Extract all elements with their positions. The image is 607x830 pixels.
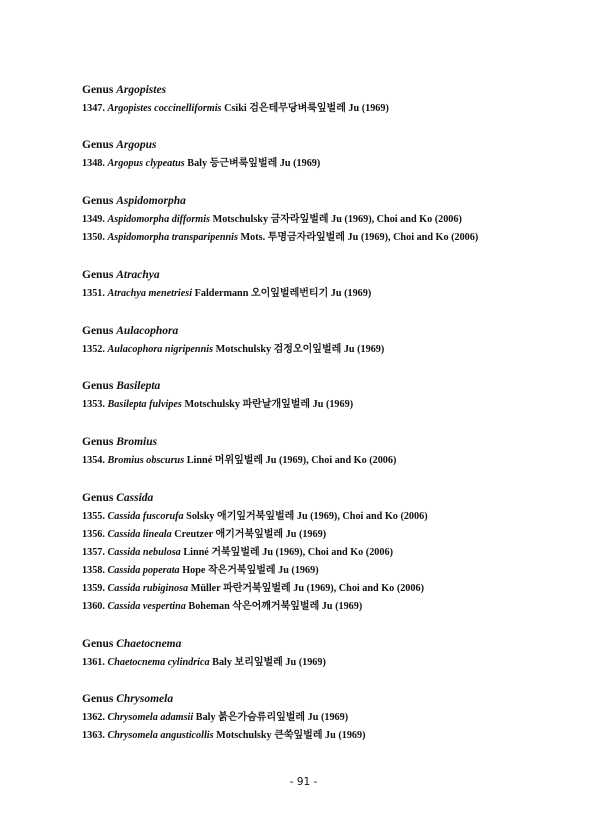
author: Motschulsky [212,214,269,225]
entry-number: 1356. [82,529,105,540]
species-entry [82,454,592,468]
korean-name: 애기잎거북잎벌레 [217,511,295,522]
genus-label: Genus [82,492,114,504]
korean-name: 파란거북잎벌레 [223,583,291,594]
entry-number: 1353. [82,399,105,410]
entry-number: 1357. [82,547,105,558]
genus-heading [82,491,592,505]
references: Ju (1969) [343,344,385,355]
korean-name: 애기거북잎벌레 [215,529,284,540]
genus-label: Genus [82,436,114,448]
entry-number: 1360. [82,601,105,612]
scientific-name: Argopus clypeatus [107,158,185,169]
korean-name: 보리잎벌레 [234,657,283,668]
entry-number: 1347. [82,103,105,114]
entry-number: 1354. [82,455,105,466]
author: Müller [190,583,221,594]
scientific-name: Basilepta fulvipes [107,399,182,410]
species-entry [82,528,592,542]
author: Solsky [186,511,215,522]
author: Hope [182,565,206,576]
entry-number: 1358. [82,565,105,576]
author: Creutzer [174,529,213,540]
genus-name: Chrysomela [116,693,174,705]
references: Ju (1969) [279,158,321,169]
references: Ju (1969), Choi and Ko (2006) [347,232,479,243]
species-entry [82,729,592,743]
entry-number: 1348. [82,158,105,169]
genus-section [82,491,592,618]
references: Ju (1969), Choi and Ko (2006) [296,511,428,522]
species-entry [82,343,592,357]
species-entry [82,656,592,670]
korean-name: 큰쑥잎벌레 [274,730,323,741]
entry-number: 1350. [82,232,105,243]
references: Ju (1969) [278,565,319,576]
scientific-name: Cassida nebulosa [107,547,181,558]
scientific-name: Cassida vespertina [107,601,186,612]
scientific-name: Aspidomorpha transparipennis [107,232,238,243]
genus-heading [82,379,592,393]
genus-section [82,83,592,120]
entry-number: 1363. [82,730,105,741]
genus-section [82,324,592,361]
genus-name: Argopistes [116,84,167,96]
references: Ju (1969) [312,399,354,410]
author: Baly [195,712,216,723]
genus-section [82,194,592,249]
korean-name: 파란날개잎벌레 [242,399,311,410]
scientific-name: Bromius obscurus [107,455,185,466]
author: Motschulsky [184,399,240,410]
korean-name: 금자라잎벌레 [270,214,329,225]
species-entry [82,102,592,116]
scientific-name: Chrysomela adamsii [107,712,194,723]
author: Baly [187,158,208,169]
references: Ju (1969), Choi and Ko (2006) [262,547,393,558]
scientific-name: Aulacophora nigripennis [107,344,214,355]
genus-name: Bromius [116,436,158,448]
species-entry [82,600,592,614]
author: Boheman [188,601,230,612]
korean-name: 오이잎벌레번티기 [250,288,329,299]
references: Ju (1969) [307,712,349,723]
scientific-name: Cassida fuscorufa [107,511,184,522]
genus-heading [82,324,592,338]
author: Csiki [224,103,247,114]
references: Ju (1969) [285,529,327,540]
entry-number: 1362. [82,712,105,723]
references: Ju (1969), Choi and Ko (2006) [293,583,424,594]
references: Ju (1969) [348,103,389,114]
species-entry [82,510,592,524]
korean-name: 삭은어깨거북잎벌레 [232,601,320,612]
scientific-name: Cassida lineala [107,529,172,540]
references: Ju (1969) [325,730,366,741]
genus-heading [82,435,592,449]
entry-number: 1349. [82,214,105,225]
korean-name: 검정오이잎벌레 [273,344,342,355]
references: Ju (1969) [285,657,326,668]
author: Mots. [240,232,266,243]
genus-label: Genus [82,195,114,207]
author: Baly [212,657,232,668]
scientific-name: Argopistes coccinelliformis [107,103,222,114]
genus-heading [82,138,592,152]
genus-name: Cassida [116,492,154,504]
entry-number: 1351. [82,288,105,299]
genus-name: Aulacophora [116,325,179,337]
author: Faldermann [194,288,249,299]
species-entry [82,564,592,578]
scientific-name: Cassida rubiginosa [107,583,189,594]
genus-section [82,379,592,416]
korean-name: 등근벼룩잎벌레 [209,158,278,169]
korean-name: 작은거북잎벌레 [207,565,276,576]
genus-name: Aspidomorpha [116,195,186,207]
references: Ju (1969), Choi and Ko (2006) [265,455,397,466]
genus-heading [82,268,592,282]
species-entry [82,711,592,725]
genus-name: Atrachya [116,269,160,281]
genus-section [82,138,592,175]
author: Linné [183,547,209,558]
genus-heading [82,692,592,706]
scientific-name: Atrachya menetriesi [107,288,193,299]
entry-number: 1359. [82,583,105,594]
genus-heading [82,83,592,97]
author: Linné [186,455,213,466]
author: Motschulsky [216,730,272,741]
scientific-name: Chaetocnema cylindrica [107,657,210,668]
genus-section [82,435,592,472]
references: Ju (1969), Choi and Ko (2006) [331,214,462,225]
entry-number: 1361. [82,657,105,668]
scientific-name: Cassida poperata [107,565,180,576]
entry-number: 1352. [82,344,105,355]
page-number: - 91 - [289,776,318,788]
entry-number: 1355. [82,511,105,522]
genus-section [82,637,592,674]
genus-section [82,268,592,305]
korean-name: 머위잎벌레 [214,455,264,466]
korean-name: 검은테무당벼룩잎벌레 [249,103,346,114]
scientific-name: Aspidomorpha difformis [107,214,211,225]
genus-label: Genus [82,693,114,705]
genus-label: Genus [82,269,114,281]
species-entry [82,546,592,560]
species-entry [82,398,592,412]
genus-heading [82,194,592,208]
references: Ju (1969) [321,601,363,612]
species-entry [82,287,592,301]
genus-heading [82,637,592,651]
scientific-name: Chrysomela angusticollis [107,730,214,741]
author: Motschulsky [215,344,272,355]
genus-name: Chaetocnema [116,638,182,650]
genus-label: Genus [82,84,114,96]
genus-label: Genus [82,638,114,650]
genus-section [82,692,592,747]
references: Ju (1969) [330,288,372,299]
genus-label: Genus [82,380,114,392]
species-entry [82,213,592,227]
genus-label: Genus [82,325,114,337]
species-entry [82,582,592,596]
genus-name: Basilepta [116,380,161,392]
korean-name: 거북잎벌레 [211,547,260,558]
genus-name: Argopus [116,139,157,151]
korean-name: 붉은가슴류리잎벌레 [218,712,306,723]
species-entry [82,157,592,171]
genus-label: Genus [82,139,114,151]
korean-name: 투명금자라잎벌레 [267,232,345,243]
species-entry [82,231,592,245]
